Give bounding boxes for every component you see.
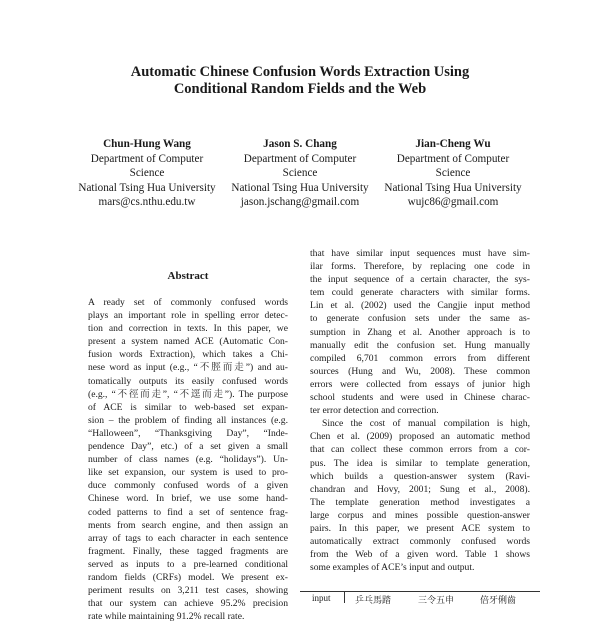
abstract-line: number of class names (e.g. “holidays”). Un- xyxy=(88,454,288,466)
body-line: Chen et al. (2009) proposed an automatic method xyxy=(310,431,530,443)
table-cell: 倍牙俐齒 xyxy=(480,595,517,605)
body-line: Since the cost of manual compilation is high, xyxy=(322,418,530,430)
abstract-line: like set expansion, our system is used to pro- xyxy=(88,467,288,479)
abstract-line: duce commonly confused words of a given xyxy=(88,480,288,492)
abstract-line: rate while maintaining 91.2% recall rate. xyxy=(88,611,245,623)
abstract-line: nese word as input (e.g., “不脛而走”) and au- xyxy=(88,362,288,374)
author-department: Department of Computer xyxy=(243,152,357,165)
body-line: sources (Hung and Wu, 2008). These common xyxy=(310,365,530,377)
abstract-line: of ACE is similar to web-based set expan- xyxy=(88,401,288,413)
author-email: jason.jschang@gmail.com xyxy=(240,196,360,208)
abstract-line: periment results on 3,211 test cases, showing xyxy=(88,585,288,597)
table-cell: 三令五申 xyxy=(418,595,455,605)
abstract-line: “Halloween”, “Thanksgiving Day”, “Inde- xyxy=(88,427,288,439)
body-line: the input sequence of a certain character, the sys- xyxy=(310,274,530,286)
table-1-header-row xyxy=(300,591,540,604)
author-department-cont: Science xyxy=(435,167,471,179)
author-university: National Tsing Hua University xyxy=(231,181,369,194)
abstract-line: A ready set of commonly confused words xyxy=(88,297,288,308)
body-line: from the Web of a given word. Table 1 shows xyxy=(310,549,530,561)
table-cell: 乒乓馬踏 xyxy=(355,595,392,605)
author-email: mars@cs.nthu.edu.tw xyxy=(98,196,196,208)
table-cell: input xyxy=(312,593,331,603)
body-text-right-column xyxy=(310,247,530,574)
abstract-line: Chinese word. In brief, we use some hand- xyxy=(88,493,288,505)
author-department-cont: Science xyxy=(129,167,165,179)
body-line: ilar forms. Therefore, by replacing one code in xyxy=(310,261,530,273)
body-line: school students and were used in Chinese charac- xyxy=(310,392,530,404)
abstract-line: that our system can achieve 95.2% precision xyxy=(88,598,288,610)
abstract-line: served as inputs to a pre-learned conditional xyxy=(88,558,288,570)
abstract-line: tomatically outputs its easily confused words xyxy=(88,375,288,387)
body-line: The template generation method investigates a xyxy=(310,496,530,508)
body-line: pairs. In this paper, we present ACE system to xyxy=(310,522,530,534)
abstract-line: random fields (CRFs) model. We present ex- xyxy=(88,571,288,583)
body-line: that have similar input sequences must have sim- xyxy=(310,248,530,259)
abstract-body xyxy=(88,296,288,623)
body-line: tem could generate characters with similar forms. xyxy=(310,287,530,299)
author-department: Department of Computer xyxy=(396,152,510,165)
author-block xyxy=(368,137,538,210)
body-line: which builds a question-answer system (Ravi- xyxy=(310,470,530,482)
body-line: some examples of ACE’s input and output. xyxy=(310,562,475,574)
body-line: sumption in Zhang et al. Another approach is to xyxy=(310,326,530,338)
abstract-line: tion and correction in texts. In this paper, we xyxy=(88,323,288,335)
body-line: large corpus and mines possible question-answer xyxy=(310,509,530,521)
author-name: Jian-Cheng Wu xyxy=(415,138,491,150)
abstract-line: array of tags to each character in each sentence xyxy=(88,532,288,544)
body-line: chandran and Hovy, 2001; Sung et al., 2008). xyxy=(310,483,530,495)
author-name: Chun-Hung Wang xyxy=(103,138,191,150)
abstract-line: plays an important role in spelling error detec- xyxy=(88,310,288,322)
abstract-line: fusion words Extraction), which takes a Chi- xyxy=(88,349,288,361)
author-block xyxy=(215,137,385,210)
abstract-line: ments from search engine, and then assign an xyxy=(88,519,288,531)
paper-title-line-2: Conditional Random Fields and the Web xyxy=(173,81,427,97)
table-divider xyxy=(344,591,345,603)
author-block xyxy=(62,137,232,210)
body-line: ter error detection and correction. xyxy=(310,405,439,417)
abstract-line: pendence Day”, etc.) of a set given a small xyxy=(88,441,288,453)
body-line: that can collect these common errors from a cor- xyxy=(310,444,530,456)
body-line: to generate confusion sets under the same as- xyxy=(310,313,530,325)
author-university: National Tsing Hua University xyxy=(384,181,522,194)
author-department-cont: Science xyxy=(282,167,318,179)
body-line: manually edit the confusion set. Hung manually xyxy=(310,339,530,351)
abstract-heading: Abstract xyxy=(167,270,209,282)
abstract-line: present a system named ACE (Automatic Con- xyxy=(88,336,288,348)
author-department: Department of Computer xyxy=(90,152,204,165)
abstract-line: coded patterns to find a set of sentence frag- xyxy=(88,506,288,518)
abstract-line: sion – the problem of finding all instances (e.g. xyxy=(88,414,288,426)
body-line: pus. The idea is similar to template generation, xyxy=(310,457,530,469)
body-line: errors were collected from essays of junior high xyxy=(310,378,530,390)
author-name: Jason S. Chang xyxy=(263,138,337,150)
abstract-line: (e.g., “不徑而走”, “不逕而走”). The purpose xyxy=(88,388,288,400)
body-line: automatically extract commonly confused words xyxy=(310,536,530,548)
paper-title-line-1: Automatic Chinese Confusion Words Extraction Using xyxy=(130,64,470,80)
abstract-line: fragment. Finally, these tagged fragments are xyxy=(88,545,288,557)
author-university: National Tsing Hua University xyxy=(78,181,216,194)
body-line: compiled 6,701 common errors from different xyxy=(310,352,530,364)
author-email: wujc86@gmail.com xyxy=(407,196,499,208)
body-line: Lin et al. (2002) used the Cangjie input method xyxy=(310,300,530,312)
